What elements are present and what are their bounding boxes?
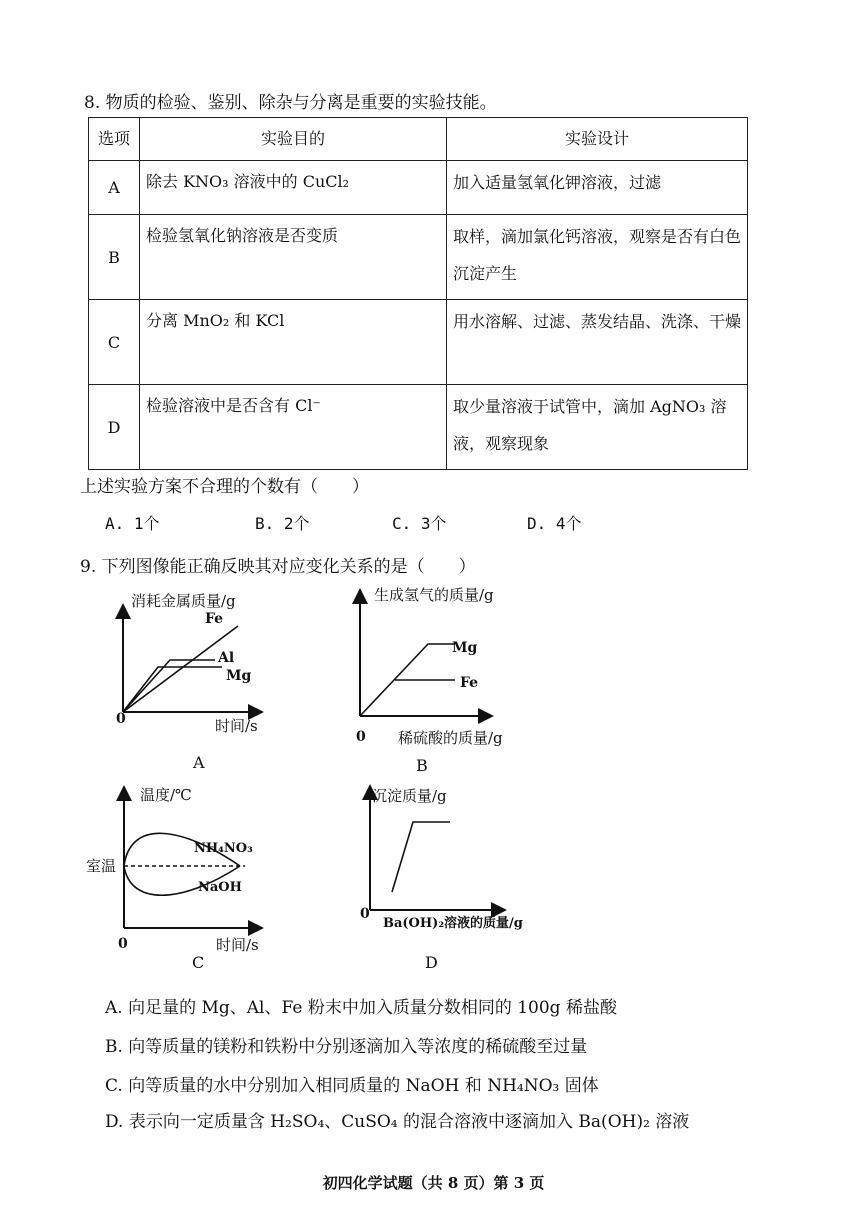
graph-a (116, 592, 262, 772)
graph-d-caption: D (425, 953, 438, 972)
row-option: B (89, 215, 140, 300)
graph-a-mg-line (123, 667, 222, 712)
graph-c-ylabel: 温度/℃ (140, 786, 192, 804)
graph-a-ylabel: 消耗金属质量/g (131, 592, 236, 610)
row-option: A (89, 161, 140, 215)
header-purpose: 实验目的 (140, 118, 447, 161)
graph-c-origin: 0 (118, 936, 128, 952)
page-footer: 初四化学试题（共 8 页）第 3 页 (322, 1174, 545, 1192)
graph-a-fe-line (123, 626, 238, 712)
graph-b-xlabel: 稀硫酸的质量/g (398, 729, 503, 747)
row-purpose: 检验溶液中是否含有 Cl⁻ (140, 385, 447, 470)
question-9-option-b: B. 向等质量的镁粉和铁粉中分别逐滴加入等浓度的稀硫酸至过量 (105, 1037, 588, 1057)
graph-c-caption: C (192, 953, 205, 972)
graph-d-xlabel: Ba(OH)₂溶液的质量/g (383, 916, 523, 931)
row-purpose: 检验氢氧化钠溶液是否变质 (140, 215, 447, 300)
graph-b-fe-label: Fe (460, 675, 479, 691)
header-design: 实验设计 (447, 118, 748, 161)
row-purpose: 除去 KNO₃ 溶液中的 CuCl₂ (140, 161, 447, 215)
graph-a-fe-label: Fe (205, 611, 224, 627)
graph-b-ylabel: 生成氢气的质量/g (374, 586, 494, 604)
graph-a-origin: 0 (116, 711, 126, 727)
graph-a-al-label: Al (218, 650, 235, 666)
graph-d (360, 786, 523, 972)
graph-c (86, 786, 262, 972)
question-9-option-d: D. 表示向一定质量含 H₂SO₄、CuSO₄ 的混合溶液中逐滴加入 Ba(OH)₂ 溶液 (105, 1112, 690, 1132)
question-9-option-c: C. 向等质量的水中分别加入相同质量的 NaOH 和 NH₄NO₃ 固体 (105, 1076, 599, 1096)
choice-d: D. 4个 (527, 514, 582, 533)
graph-b (356, 586, 503, 775)
row-design: 用水溶解、过滤、蒸发结晶、洗涤、干燥 (447, 300, 748, 385)
header-option: 选项 (89, 118, 140, 161)
graph-b-mg-label: Mg (452, 640, 478, 656)
question-8-prompt: 上述实验方案不合理的个数有（ ） (80, 477, 369, 497)
choice-b: B. 2个 (255, 514, 310, 533)
graph-c-nh4no3-label: NH₄NO₃ (194, 841, 253, 856)
row-design: 取样，滴加氯化钙溶液，观察是否有白色沉淀产生 (447, 215, 748, 300)
graph-c-room-temp-label: 室温 (86, 857, 117, 875)
graph-d-line (392, 822, 450, 892)
row-design: 加入适量氢氧化钾溶液，过滤 (447, 161, 748, 215)
graph-d-origin: 0 (360, 906, 370, 922)
graph-c-xlabel: 时间/s (216, 936, 259, 954)
question-8-title: 8. 物质的检验、鉴别、除杂与分离是重要的实验技能。 (84, 93, 497, 113)
graph-a-mg-label: Mg (226, 668, 252, 684)
row-option: D (89, 385, 140, 470)
graph-a-xlabel: 时间/s (215, 717, 258, 735)
graph-d-ylabel: 沉淀质量/g (372, 787, 447, 805)
graph-b-caption: B (416, 756, 428, 775)
graph-a-caption: A (193, 753, 205, 772)
row-design: 取少量溶液于试管中，滴加 AgNO₃ 溶液，观察现象 (447, 385, 748, 470)
row-purpose: 分离 MnO₂ 和 KCl (140, 300, 447, 385)
row-option: C (89, 300, 140, 385)
choice-c: C. 3个 (392, 514, 447, 533)
graph-b-origin: 0 (356, 729, 366, 745)
graph-c-naoh-label: NaOH (198, 880, 242, 895)
choice-a: A. 1个 (105, 514, 160, 533)
question-9-option-a: A. 向足量的 Mg、Al、Fe 粉末中加入质量分数相同的 100g 稀盐酸 (105, 998, 617, 1018)
question-9-title: 9. 下列图像能正确反映其对应变化关系的是（ ） (80, 557, 476, 577)
